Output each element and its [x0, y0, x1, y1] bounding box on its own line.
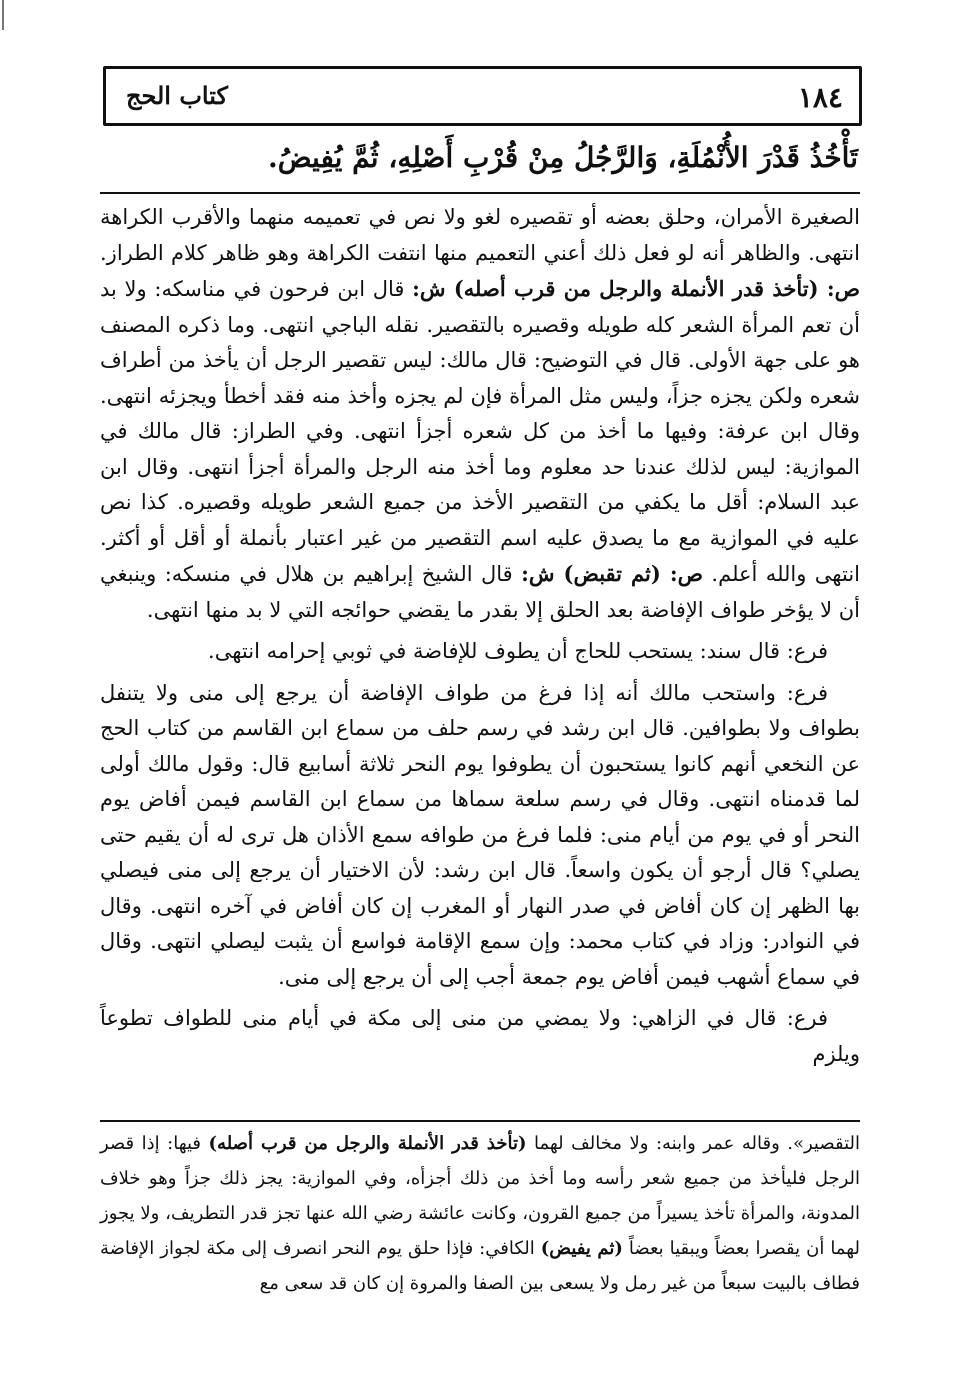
footnote-paragraph	[100, 1126, 860, 1301]
book-title: كتاب الحج	[126, 81, 228, 110]
paragraph-1	[100, 200, 860, 628]
text-run: الكافي: فإذا حلق يوم النحر انصرف إلى مكة لجواز الإفاضة فطاف بالبيت سبعاً من غير رمل ولا يسعى بين الصفا والمروة إن كان قد سعى مع	[100, 1238, 860, 1294]
commentary-body	[100, 200, 860, 1072]
page-number: ١٨٤	[797, 81, 843, 114]
citation-matn: ص: (تأخذ قدر الأنملة والرجل من قرب أصله) ش:	[412, 276, 860, 301]
footnote-divider	[100, 1120, 860, 1122]
matn-divider	[100, 192, 860, 194]
running-header	[103, 66, 862, 126]
matn-text: تَأْخُذُ قَدْرَ الأُنْمُلَةِ، وَالرَّجُلُ مِنْ قُرْبِ أَصْلِهِ، ثُمَّ يُفِيضُ.	[267, 141, 858, 174]
citation-matn: ص: (ثم تقبض) ش:	[521, 561, 704, 586]
text-run: الصغيرة الأمران، وحلق بعضه أو تقصيره لغو ولا نص في تعميمه منهما والأقرب الكراهة انتهى. والظاهر أنه لو فعل ذلك أعني التعميم منها انتفت الكراهة وهو ظاهر كلام الطراز.	[100, 205, 860, 265]
text-run: قال ابن فرحون في مناسكه: ولا بد أن تعم المرأة الشعر كله طويله وقصيره بالتقصير. نقله الباجي انتهى. وما ذكره المصنف هو على جهة الأولى. قال في التوضيح: قال مالك: ليس تقصير الرجل أن يأخذ من أطراف شعره ولكن يجزه جزاً، وليس مثل المرأة فإن لم يجزه وأخذ منه فقد أخطأ ويجزئه انتهى. وقال ابن عرفة: وفيها ما أخذ من كل شعره أجزأ انتهى. وفي الطراز: قال مالك في الموازية: ليس لذلك عندنا حد معلوم وما أخذ منه الرجل والمرأة أجزأ انتهى. وقال ابن عبد السلام: أقل ما يكفي من التقصير الأخذ من جميع الشعر طويله وقصيره. كذا نص عليه في الموازية مع ما يصدق عليه اسم التقصير من غير اعتبار بأنملة أو أقل أو أكثر. انتهى والله أعلم.	[100, 277, 861, 586]
text-run: قال الشيخ إبراهيم بن هلال في منسكه: وينبغي أن لا يؤخر طواف الإفاضة بعد الحلق إلا بقدر ما يقضي حوائجه التي لا بد منها انتهى.	[100, 562, 860, 622]
text-run: التقصير». وقاله عمر وابنه: ولا مخالف لهما	[526, 1133, 860, 1154]
paragraph-2	[100, 634, 860, 670]
text-run: فرع: واستحب مالك أنه إذا فرغ من طواف الإفاضة أن يرجع إلى منى ولا يتنفل بطواف ولا بطوافين. قال ابن رشد في رسم حلف من سماع ابن القاسم من كتاب الحج عن النخعي أنهم كانوا يستحبون أن يطوفوا يوم النحر ثلاثة أسابيع قال: وقول مالك أولى لما قدمناه انتهى. وقال في رسم سلعة سماها من سماع ابن القاسم فيمن أفاض يوم النحر أو في يوم من أيام منى: فلما فرغ من طوافه سمع الأذان هل ترى له أن يقيم حتى يصلي؟ قال أرجو أن يكون واسعاً. قال ابن رشد: لأن الاختيار أن يرجع إلى منى فيصلي بها الظهر إن كان أفاض في صدر النهار أو المغرب إن كان أفاض في آخره انتهى. وقال في النوادر: وزاد في كتاب محمد: وإن سمع الإقامة فواسع أن يثبت ليصلي انتهى. وقال في سماع أشهب فيمن أفاض يوم جمعة أجب إلى أن يرجع إلى منى.	[100, 680, 860, 989]
text-run: فرع: قال في الزاهي: ولا يمضي من منى إلى مكة في أيام منى للطواف تطوعاً ويلزم	[100, 1006, 860, 1066]
text-run: فيها: إذا قصر الرجل فليأخذ من جميع شعر رأسه وما أخذ من ذلك أجزأه، وفي الموازية: يجز ذلك جزاً وهو خلاف المدونة، والمرأة تأخذ يسيراً من جميع القرون، وكانت عائشة رضي الله عنها تجز قدر التطريف، ولا يجوز لهما أن يقصرا بعضاً ويبقيا بعضاً	[100, 1133, 860, 1259]
citation-matn: (تأخذ قدر الأنملة والرجل من قرب أصله)	[208, 1133, 527, 1154]
scan-edge-mark	[2, 0, 4, 30]
paragraph-4	[100, 1001, 860, 1072]
citation-matn: (ثم يفيض)	[540, 1238, 623, 1259]
paragraph-3	[100, 676, 860, 996]
footnote-block	[100, 1126, 860, 1301]
text-run: فرع: قال سند: يستحب للحاج أن يطوف للإفاضة في ثوبي إحرامه انتهى.	[208, 639, 828, 663]
